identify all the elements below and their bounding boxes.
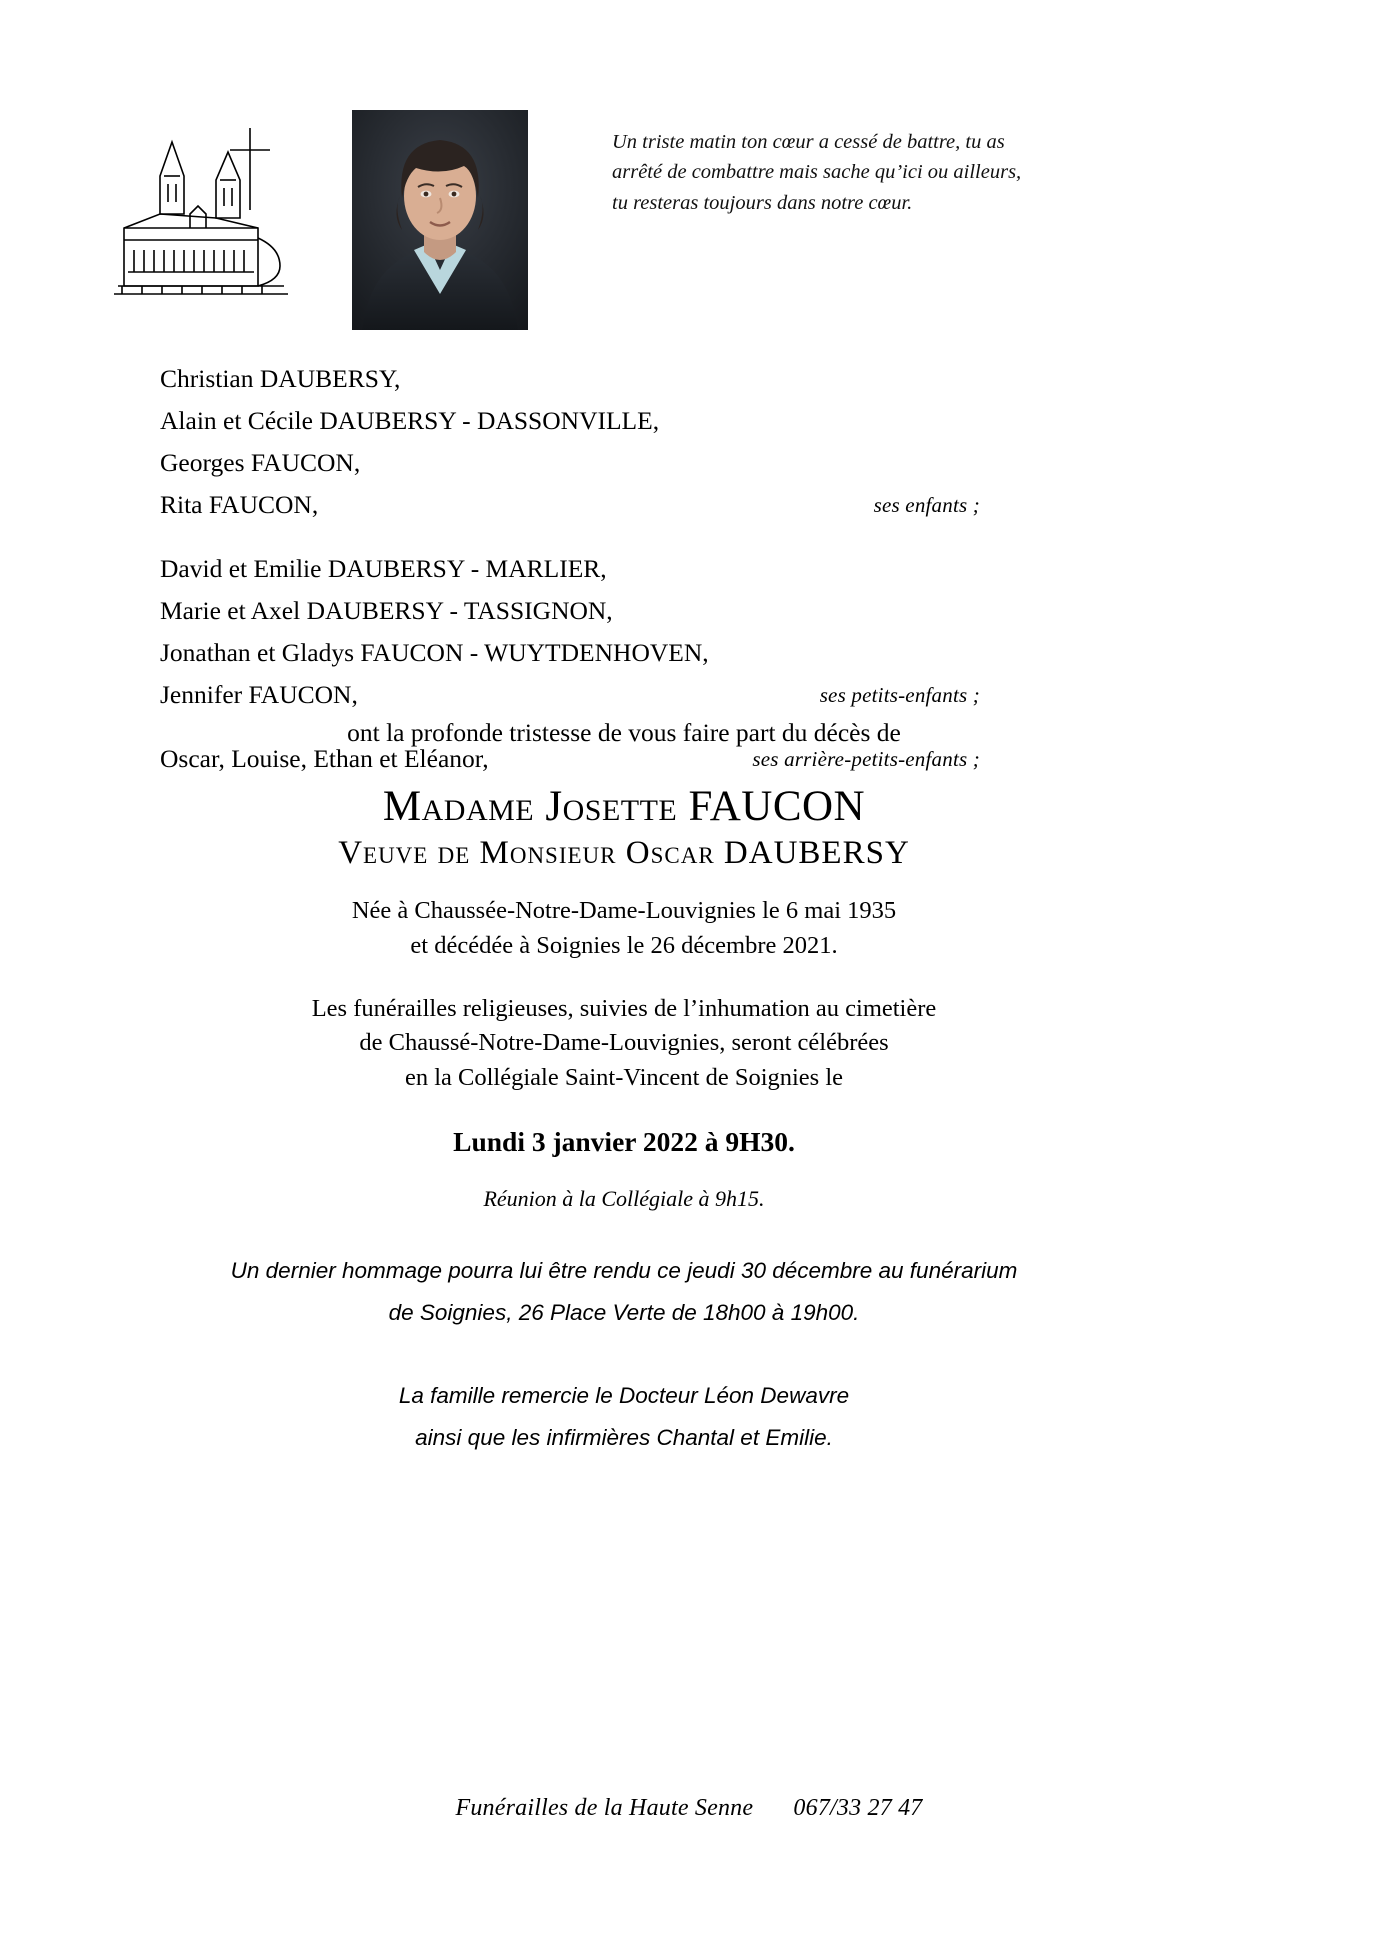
family-name: Marie et Axel DAUBERSY - TASSIGNON,	[160, 596, 613, 625]
hommage-line-1: Un dernier hommage pourra lui être rendu ce jeudi 30 décembre au funérarium	[230, 1257, 1018, 1283]
family-line	[0, 400, 1378, 442]
family-line	[0, 548, 1378, 590]
family-name: Georges FAUCON,	[160, 448, 361, 477]
deceased-name: Madame Josette FAUCON	[382, 783, 866, 830]
hommage-note	[0, 1250, 1378, 1333]
thanks-note	[0, 1375, 1378, 1458]
document-header	[0, 100, 1378, 360]
funeral-home-footer	[0, 1795, 1378, 1822]
family-name: Jonathan et Gladys FAUCON - WUYTDENHOVEN,	[160, 638, 709, 667]
funeral-line-3: en la Collégiale Saint-Vincent de Soignies le	[404, 1064, 844, 1092]
family-role-label: ses arrière-petits-enfants ;	[752, 747, 980, 771]
death-line: et décédée à Soignies le 26 décembre 2021.	[410, 931, 838, 959]
family-group-children	[0, 358, 1378, 526]
family-line	[0, 632, 1378, 674]
family-line	[0, 590, 1378, 632]
family-name: Rita FAUCON,	[160, 490, 319, 519]
family-line	[0, 442, 1378, 484]
family-role-label: ses petits-enfants ;	[819, 683, 980, 707]
announcement-block	[0, 718, 1378, 1458]
hommage-line-2: de Soignies, 26 Place Verte de 18h00 à 19h00.	[388, 1299, 860, 1325]
family-name: Oscar, Louise, Ethan et Eléanor,	[160, 744, 489, 773]
family-group-grandchildren	[0, 548, 1378, 716]
thanks-line-2: ainsi que les infirmières Chantal et Emilie.	[415, 1424, 833, 1450]
funeral-home-name: Funérailles de la Haute Senne	[455, 1795, 754, 1821]
birth-line: Née à Chaussée-Notre-Dame-Louvignies le 6 mai 1935	[351, 897, 897, 924]
funeral-line-2: de Chaussé-Notre-Dame-Louvignies, seront célébrées	[359, 1029, 889, 1057]
family-name: Alain et Cécile DAUBERSY - DASSONVILLE,	[160, 406, 660, 435]
ceremony-date: Lundi 3 janvier 2022 à 9H30.	[453, 1125, 795, 1157]
funeral-details	[0, 992, 1378, 1096]
funeral-home-phone: 067/33 27 47	[793, 1795, 923, 1821]
announcement-intro: ont la profonde tristesse de vous faire part du décès de	[347, 718, 901, 747]
birth-death-block	[0, 894, 1378, 964]
family-line	[0, 484, 1378, 526]
family-name: Christian DAUBERSY,	[160, 364, 401, 393]
church-icon	[98, 118, 298, 318]
deceased-portrait	[352, 110, 528, 330]
family-name: David et Emilie DAUBERSY - MARLIER,	[160, 554, 607, 583]
spouse-line: Veuve de Monsieur Oscar DAUBERSY	[338, 835, 910, 871]
family-line	[0, 358, 1378, 400]
family-role-label: ses enfants ;	[873, 493, 980, 517]
thanks-line-1: La famille remercie le Docteur Léon Dewavre	[398, 1383, 850, 1409]
family-name: Jennifer FAUCON,	[160, 680, 358, 709]
family-line	[0, 674, 1378, 716]
reunion-note: Réunion à la Collégiale à 9h15.	[483, 1185, 765, 1211]
funeral-line-1: Les funérailles religieuses, suivies de l’inhumation au cimetière	[311, 994, 937, 1022]
memorial-poem: Un triste matin ton cœur a cessé de battre, tu as arrêté de combattre mais sache qu’ici ou ailleurs, tu resteras toujours dans notre cœur.	[612, 131, 1022, 214]
